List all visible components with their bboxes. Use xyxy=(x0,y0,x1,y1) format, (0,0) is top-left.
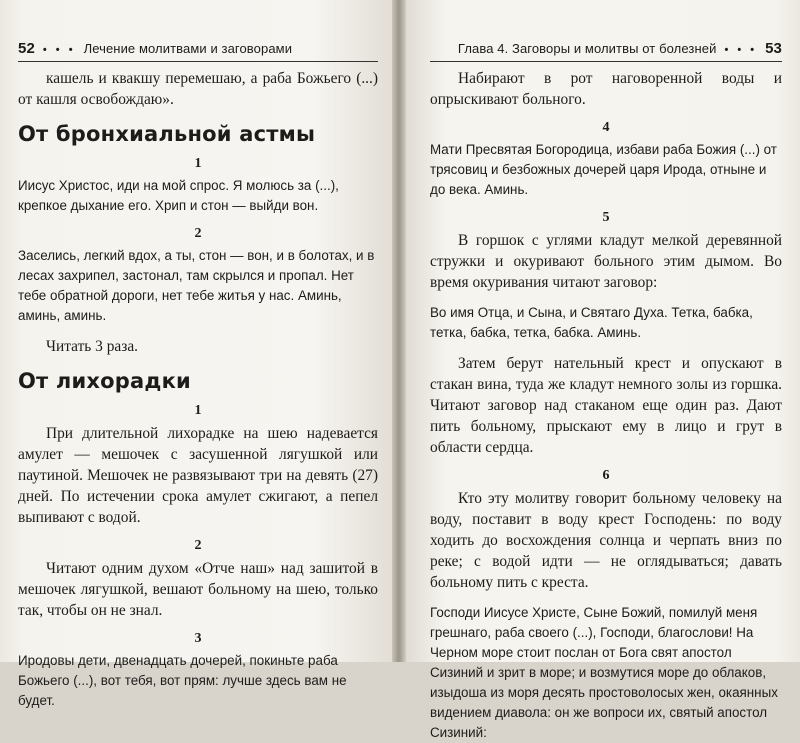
prayer-text: Во имя Отца, и Сына, и Святаго Духа. Тетка, бабка, тетка, бабка, тетка, бабка. Аминь. xyxy=(430,305,753,340)
page-number: 53 xyxy=(765,40,782,57)
header-dots: • • • xyxy=(724,44,758,56)
paragraph: Затем берут нательный крест и опускают в стакан вина, туда же кладут немного золы из горшка. Читают заговор над стаканом еще один раз. Дают пить больному, прыскают ему в лицо и грут в области сердца. xyxy=(430,355,782,456)
item-number: 2 xyxy=(194,538,202,553)
header-dots: • • • xyxy=(42,44,76,56)
paragraph: Набирают в рот наговоренной воды и опрыскивают больного. xyxy=(430,70,782,108)
item-number: 1 xyxy=(194,156,202,171)
running-title: Глава 4. Заговоры и молитвы от болезней xyxy=(457,41,717,56)
paragraph: кашель и квакшу перемешаю, а раба Божьего (...) от кашля освобождаю». xyxy=(18,70,378,108)
item-number: 6 xyxy=(602,468,610,483)
item-number: 1 xyxy=(194,403,202,418)
running-header-left xyxy=(18,40,378,57)
section-heading: От лихорадки xyxy=(18,369,191,393)
item-number: 2 xyxy=(194,226,202,241)
left-page xyxy=(0,0,392,708)
paragraph: В горшок с углями кладут мелкой деревянной стружки и окуривают больного этим дымом. Во время окуривания читают заговор: xyxy=(430,232,782,291)
item-number: 3 xyxy=(194,631,202,646)
prayer-text: Господи Иисусе Христе, Сыне Божий, помилуй меня грешнаго, раба своего (...), Господи, благослови! На Черном море стоит послан от Бога свят апостол Сизиний и зрит в море; и возмутися море до облаков, изыдоша из моря десять простоволосых жен, окаянных видением диавола: он же вопроси их, святый апостол Сизиний: xyxy=(430,605,778,740)
prayer-text: Заселись, легкий вдох, а ты, стон — вон, и в болотах, и в лесах захрипел, застонал, там скрылся и пропал. Нет тебе обратной дороги, нет тебе житья у нас. Аминь, аминь, аминь. xyxy=(18,248,375,323)
paragraph: Читать 3 раза. xyxy=(46,338,139,355)
item-number: 4 xyxy=(602,120,610,135)
running-header-right xyxy=(430,40,782,57)
header-rule xyxy=(18,61,378,62)
section-heading: От бронхиальной астмы xyxy=(18,122,316,146)
prayer-text: Мати Пресвятая Богородица, избави раба Божия (...) от трясовиц и безбожных дочерей царя Ирода, отныне и до века. Аминь. xyxy=(430,142,777,197)
paragraph: Читают одним духом «Отче наш» над зашитой в мешочек лягушкой, вешают больному на шею, только так, чтобы он не знал. xyxy=(18,560,378,619)
paragraph: При длительной лихорадке на шею надевается амулет — мешочек с засушенной лягушкой или паутиной. Мешочек не развязывают три на девять (27) дней. По истечении срока амулет сжигают, а пепел выпивают с водой. xyxy=(18,425,378,526)
header-rule xyxy=(430,61,782,62)
prayer-text: Иисус Христос, иди на мой спрос. Я молюсь за (...), крепкое дыхание его. Хрип и стон — выйди вон. xyxy=(18,178,339,213)
right-page xyxy=(406,0,800,740)
paragraph: Кто эту молитву говорит больному человеку на воду, поставит в воду крест Господень: по воду ходить до восхождения солнца и черпать вниз по реке; с водой идти — не оглядываться; давать больному пить с креста. xyxy=(430,490,782,591)
running-title: Лечение молитвами и заговорами xyxy=(83,41,293,56)
item-number: 5 xyxy=(602,210,610,225)
prayer-text: Иродовы дети, двенадцать дочерей, покиньте раба Божьего (...), вот тебя, вот прям: лучше здесь вам не будет. xyxy=(18,653,347,708)
book-gutter xyxy=(392,0,406,662)
page-number: 52 xyxy=(18,40,35,57)
